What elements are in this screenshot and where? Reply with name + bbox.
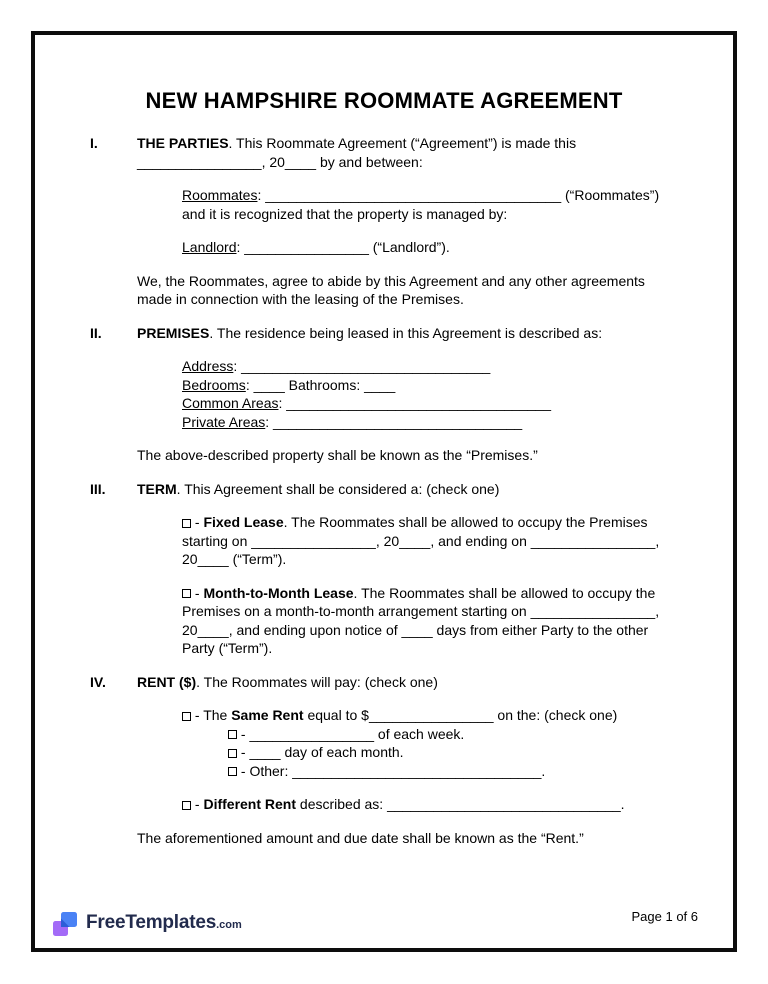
rent-closing-paragraph: The aforementioned amount and due date shall be known as the “Rent.” xyxy=(137,829,584,846)
fixed-lease-option-label: Fixed Lease xyxy=(203,514,284,530)
section-premises-heading-paragraph xyxy=(137,324,665,343)
landlord-field-blank: : ________________ (“Landlord”). xyxy=(236,239,450,255)
parties-closing-paragraph: We, the Roommates, agree to abide by this Agreement and any other agreements made in connection with the leasing of the Premises. xyxy=(137,272,645,307)
section-term-heading-paragraph xyxy=(137,480,665,499)
freetemplates-logo xyxy=(52,910,242,938)
premises-fields-block xyxy=(182,357,672,431)
section-parties-numeral: I. xyxy=(90,135,98,151)
section-premises xyxy=(35,324,733,343)
section-term xyxy=(35,480,733,499)
premises-closing-paragraph: The above-described property shall be known as the “Premises.” xyxy=(137,447,538,463)
fixed-lease-option xyxy=(182,513,672,569)
same-rent-weekly-suboption xyxy=(228,725,678,744)
section-rent-heading: RENT ($) xyxy=(137,673,197,690)
different-rent-option xyxy=(182,795,672,814)
month-to-month-option-text: . The Roommates shall be allowed to occupy the Premises on a month-to-month arrangement starting on ________________, 20____, and ending upon notice of ____ days from either Party to the other Party (“Term”). xyxy=(182,584,660,656)
section-term-heading-rest: . This Agreement shall be considered a: (check one) xyxy=(176,480,500,497)
freetemplates-logo-icon xyxy=(52,910,79,938)
common-areas-field-blank: : __________________________________ xyxy=(278,395,551,411)
same-rent-monthly-suboption xyxy=(228,743,678,762)
private-areas-field-label: Private Areas xyxy=(182,413,266,430)
same-rent-other-suboption xyxy=(228,762,678,781)
different-rent-option-pre: - xyxy=(191,796,204,812)
document-page xyxy=(31,31,737,952)
private-areas-field-line xyxy=(182,413,672,432)
address-field-line xyxy=(182,357,672,376)
section-term-heading: TERM xyxy=(137,480,177,497)
other-checkbox-icon[interactable] xyxy=(228,767,237,776)
section-parties-heading-paragraph xyxy=(137,134,665,171)
section-term-numeral: III. xyxy=(90,480,106,497)
landlord-field-label: Landlord xyxy=(182,239,237,255)
different-rent-option-text: described as: ______________________________. xyxy=(296,796,625,812)
month-to-month-option-label: Month-to-Month Lease xyxy=(203,584,354,601)
fixed-lease-option-text: . The Roommates shall be allowed to occupy the Premises starting on ________________, 20____, and ending on ________________, 20____ (“Term”). xyxy=(182,514,660,567)
section-rent xyxy=(35,673,733,692)
weekly-checkbox-icon[interactable] xyxy=(228,730,237,739)
section-parties-heading-rest: . This Roommate Agreement (“Agreement”) is made this ________________, 20____ by and between: xyxy=(137,135,577,170)
different-rent-option-label: Different Rent xyxy=(203,796,297,812)
bedrooms-bathrooms-field-blanks: : ____ Bathrooms: ____ xyxy=(245,376,396,393)
freetemplates-logo-wordmark xyxy=(86,911,242,935)
document-title: NEW HAMPSHIRE ROOMMATE AGREEMENT xyxy=(145,88,623,113)
same-rent-option-group xyxy=(35,706,733,780)
same-rent-weekly-text: - ________________ of each week. xyxy=(237,725,465,742)
same-rent-option xyxy=(182,706,672,725)
common-areas-field-line xyxy=(182,394,672,413)
logo-text: FreeTemplates xyxy=(86,911,217,933)
address-field-blank: : ________________________________ xyxy=(233,358,491,374)
month-to-month-option-pre: - xyxy=(191,584,204,601)
private-areas-field-blank: : ________________________________ xyxy=(265,413,523,430)
same-rent-checkbox-icon[interactable] xyxy=(182,712,191,721)
month-to-month-checkbox-icon[interactable] xyxy=(182,589,191,598)
section-premises-heading-rest: . The residence being leased in this Agreement is described as: xyxy=(209,324,603,341)
landlord-field-paragraph xyxy=(182,238,672,257)
section-parties-heading: THE PARTIES xyxy=(137,135,229,151)
page-indicator: Page 1 of 6 xyxy=(631,909,698,924)
different-rent-checkbox-icon[interactable] xyxy=(182,801,191,810)
same-rent-option-text: equal to $________________ on the: (check one) xyxy=(303,707,618,723)
section-premises-heading: PREMISES xyxy=(137,324,210,341)
fixed-lease-checkbox-icon[interactable] xyxy=(182,519,191,528)
roommates-field-paragraph xyxy=(182,186,672,223)
common-areas-field-label: Common Areas xyxy=(182,395,279,411)
fixed-lease-option-pre: - xyxy=(191,514,204,530)
roommates-managed-by-line: and it is recognized that the property is managed by: xyxy=(182,205,508,222)
section-rent-numeral: IV. xyxy=(90,673,106,690)
same-rent-option-pre: - The xyxy=(191,707,232,723)
logo-suffix: .com xyxy=(216,918,242,931)
section-premises-numeral: II. xyxy=(90,324,102,341)
bedrooms-field-label: Bedrooms xyxy=(182,376,246,393)
roommates-field-label: Roommates xyxy=(182,187,258,203)
address-field-label: Address xyxy=(182,358,234,374)
bedrooms-bathrooms-field-line xyxy=(182,376,672,395)
section-rent-heading-rest: . The Roommates will pay: (check one) xyxy=(196,673,438,690)
roommates-field-blank: : ______________________________________ (“Roommates”) xyxy=(257,187,660,203)
monthly-checkbox-icon[interactable] xyxy=(228,749,237,758)
same-rent-monthly-text: - ____ day of each month. xyxy=(237,744,404,760)
same-rent-option-label: Same Rent xyxy=(231,707,304,723)
section-rent-heading-paragraph xyxy=(137,673,665,692)
same-rent-other-text: - Other: ________________________________. xyxy=(237,762,546,779)
month-to-month-option xyxy=(182,584,672,658)
section-parties xyxy=(35,134,733,171)
